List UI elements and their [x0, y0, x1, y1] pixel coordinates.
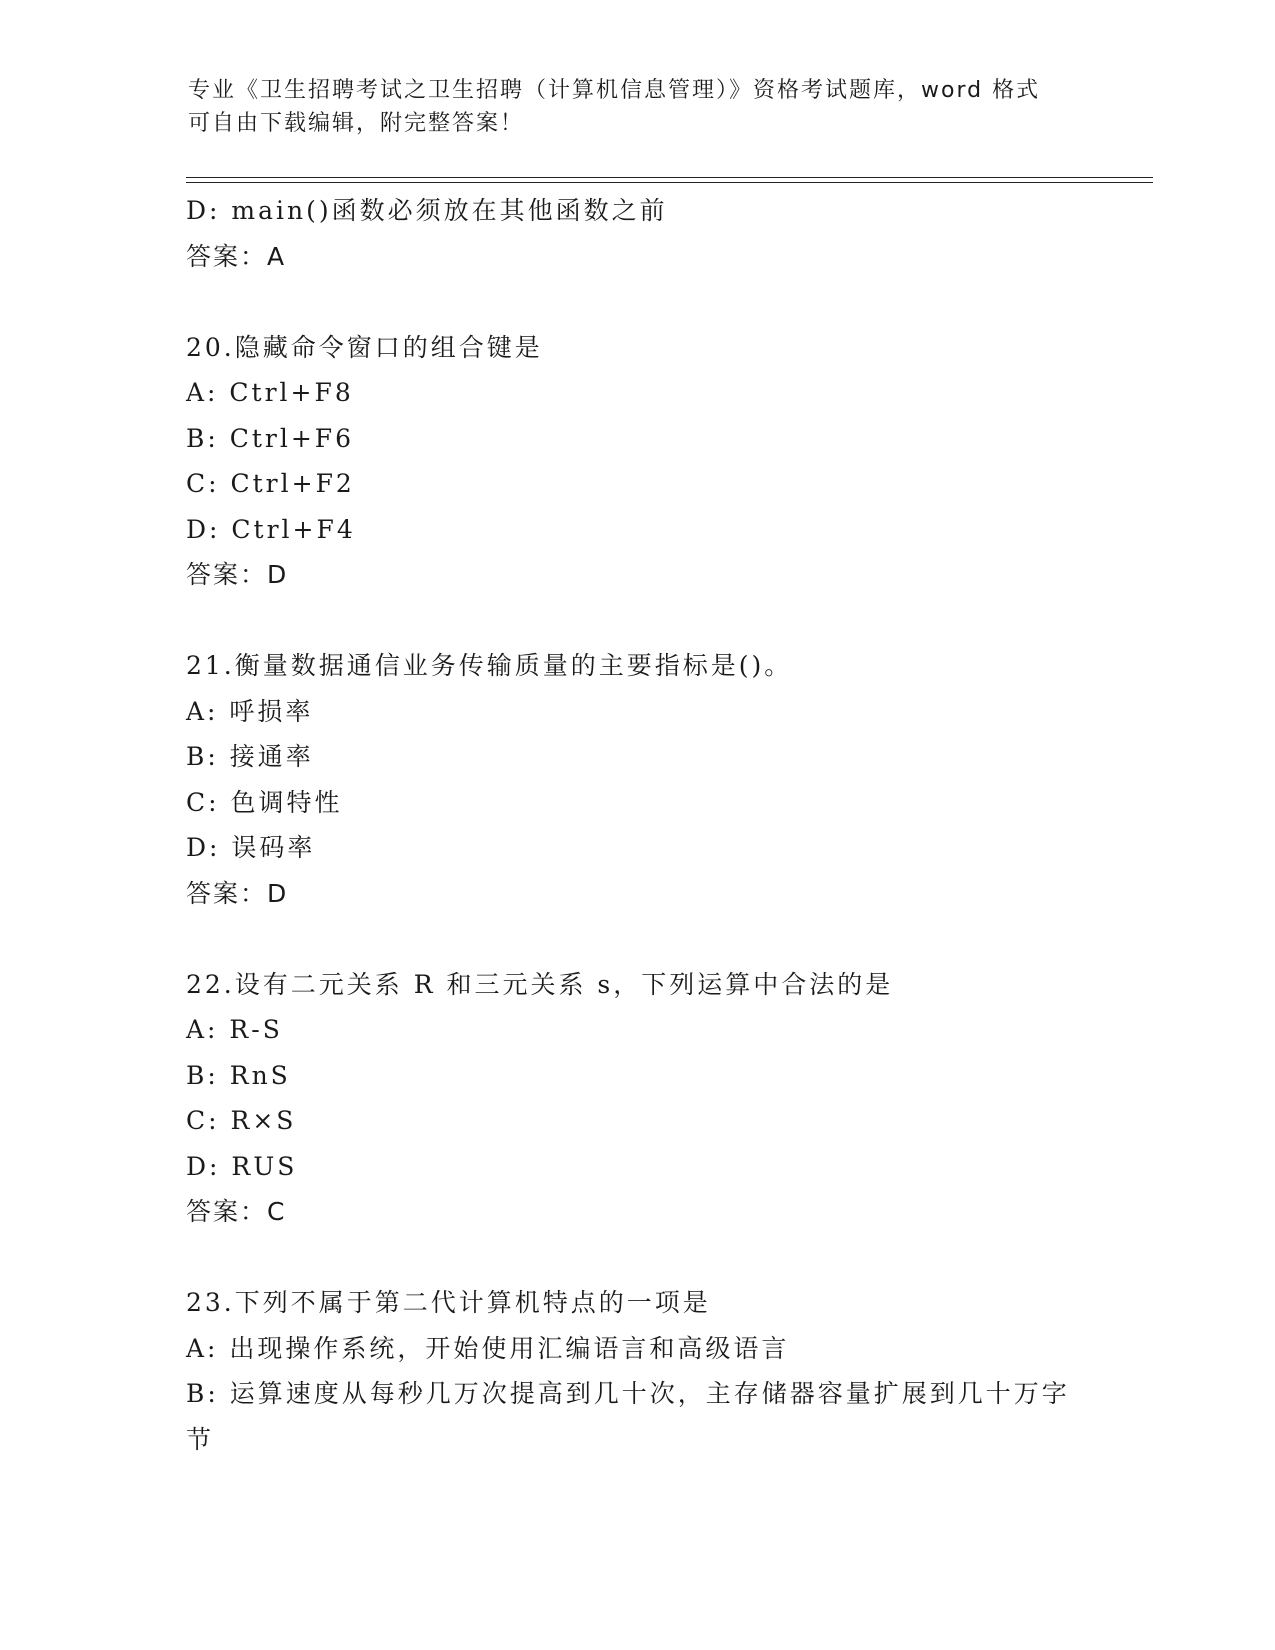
question-block-22: [186, 962, 1086, 1235]
question-list: [186, 188, 1086, 1462]
header-divider-top: [186, 177, 1153, 178]
question-block-23: [186, 1280, 1086, 1462]
question-block-21: [186, 643, 1086, 916]
spacer: [186, 279, 1086, 325]
answer-line: 答案：D: [186, 560, 289, 589]
option-b: B: Ctrl+F6: [186, 423, 355, 453]
spacer: [186, 598, 1086, 644]
option-a: A: R-S: [186, 1015, 283, 1044]
question-text: 20.隐藏命令窗口的组合键是: [186, 332, 543, 362]
option-d: D: main()函数必须放在其他函数之前: [186, 196, 668, 225]
option-a: A: 呼损率: [186, 696, 314, 726]
option-c: C: Ctrl+F2: [186, 469, 355, 498]
question-text: 23.下列不属于第二代计算机特点的一项是: [186, 1288, 711, 1317]
spacer: [186, 1235, 1086, 1281]
option-c: C: R×S: [186, 1106, 297, 1135]
option-c: C: 色调特性: [186, 787, 343, 817]
header-divider-bottom: [186, 182, 1153, 183]
option-a: A: Ctrl+F8: [186, 378, 354, 407]
spacer: [186, 916, 1086, 962]
option-d: D: 误码率: [186, 833, 316, 862]
option-d: D: Ctrl+F4: [186, 514, 356, 544]
question-block-19: [186, 188, 1086, 279]
question-text: 22.设有二元关系 R 和三元关系 s，下列运算中合法的是: [186, 969, 894, 999]
option-b: B: 运算速度从每秒几万次提高到几十次，主存储器容量扩展到几十万字节: [186, 1379, 1070, 1454]
question-text: 21.衡量数据通信业务传输质量的主要指标是()。: [186, 651, 793, 680]
answer-line: 答案：D: [186, 878, 289, 908]
option-b: B: 接通率: [186, 742, 314, 771]
answer-line: 答案：A: [186, 241, 287, 271]
answer-line: 答案：C: [186, 1197, 287, 1226]
document-header: [188, 74, 1068, 140]
header-line-1: 专业《卫生招聘考试之卫生招聘（计算机信息管理）》资格考试题库，word 格式: [188, 78, 1041, 103]
question-block-20: [186, 325, 1086, 598]
option-b: B: RnS: [186, 1060, 291, 1090]
option-d: D: RUS: [186, 1151, 298, 1181]
header-line-2: 可自由下载编辑，附完整答案！: [188, 111, 525, 136]
option-a: A: 出现操作系统，开始使用汇编语言和高级语言: [186, 1333, 790, 1363]
